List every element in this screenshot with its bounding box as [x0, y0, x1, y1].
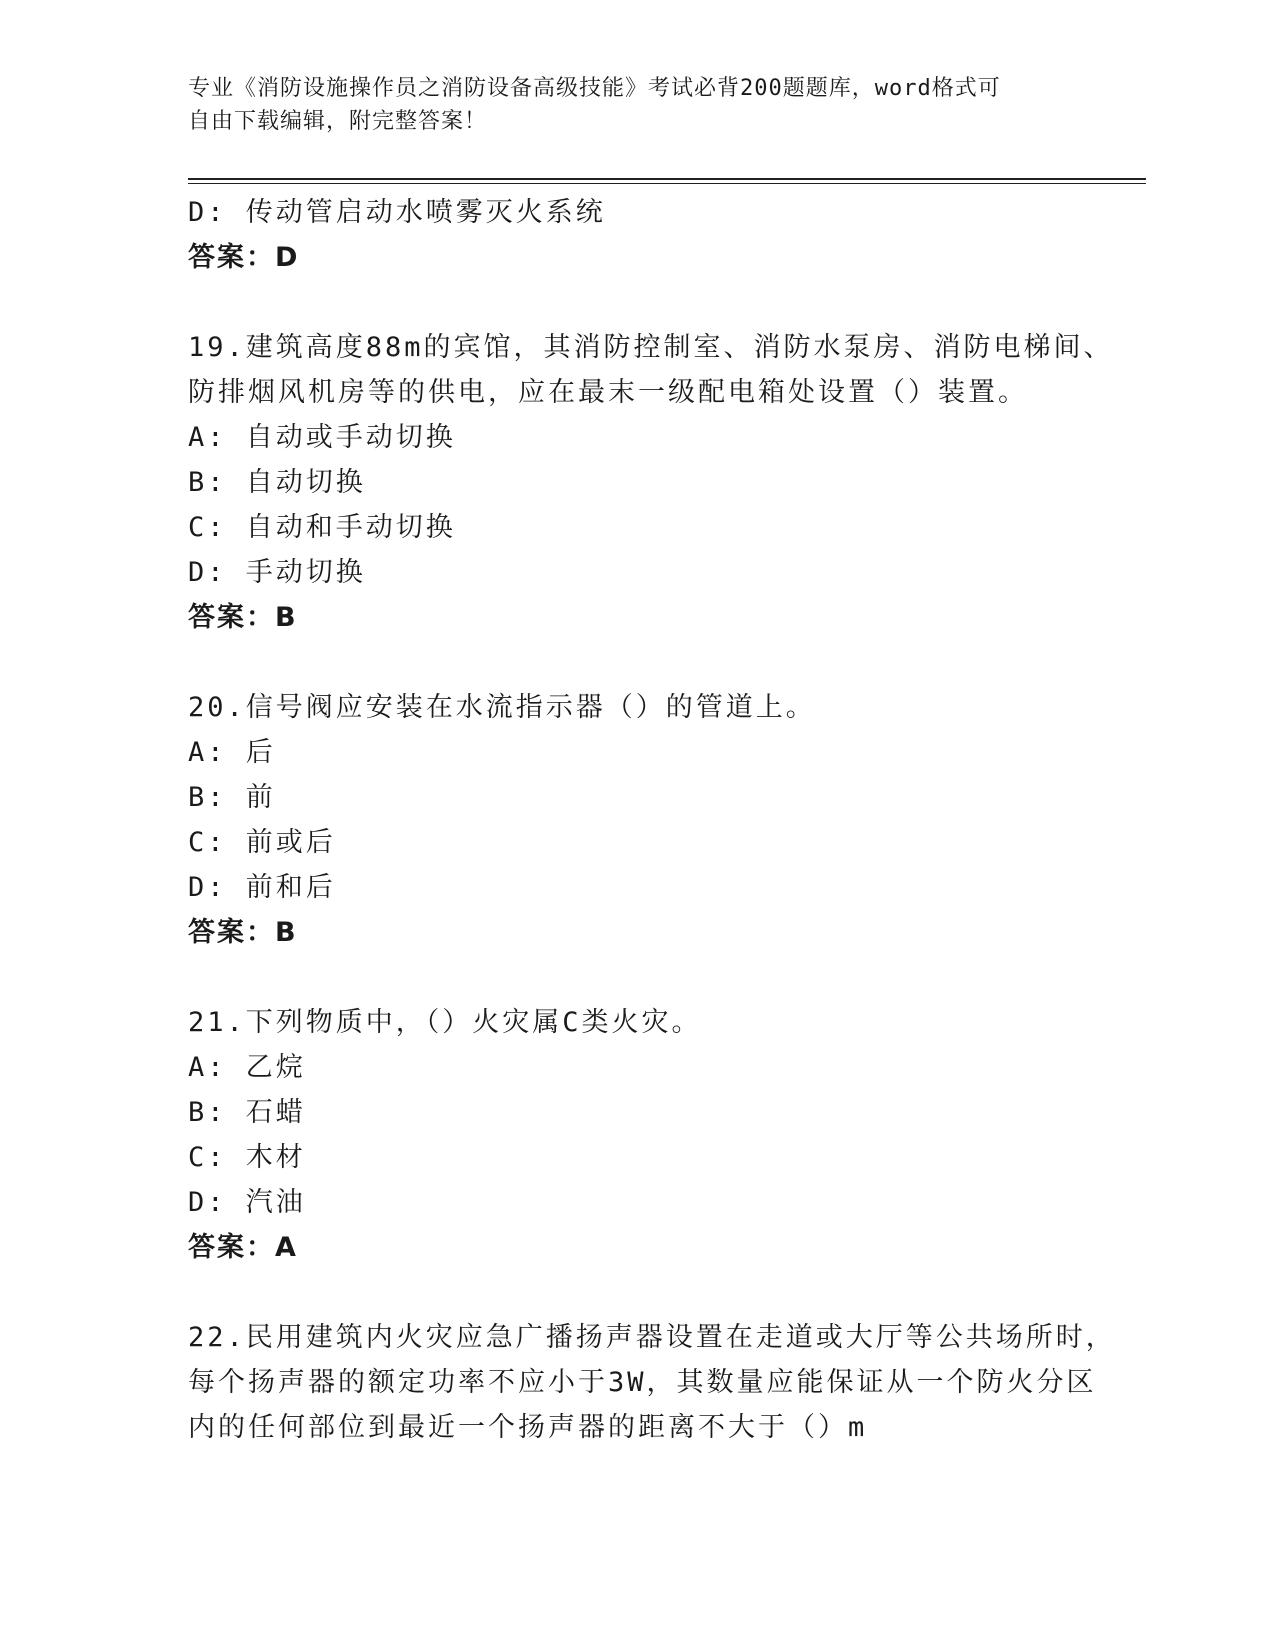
- question-19: [188, 325, 1114, 640]
- header-rule-thin: [188, 183, 1146, 184]
- option-a: A: 乙烷: [188, 1052, 306, 1083]
- answer: 答案：D: [188, 242, 300, 273]
- question-20: [188, 685, 1088, 955]
- option-d: D: 传动管启动水喷雾灭火系统: [188, 197, 606, 228]
- question-text-line: 19.建筑高度88m的宾馆，其消防控制室、消防水泵房、消防电梯间、: [188, 332, 1114, 363]
- question-text-line: 防排烟风机房等的供电，应在最末一级配电箱处设置（）装置。: [188, 377, 1028, 408]
- option-b: B: 前: [188, 782, 276, 813]
- option-c: C: 自动和手动切换: [188, 512, 456, 543]
- answer: 答案：B: [188, 602, 298, 633]
- header-rule-thick: [188, 178, 1146, 180]
- question-text-line: 每个扬声器的额定功率不应小于3W，其数量应能保证从一个防火分区: [188, 1367, 1097, 1398]
- question-22: [188, 1315, 1116, 1450]
- option-c: C: 前或后: [188, 827, 336, 858]
- question-21: [188, 1000, 1088, 1270]
- option-d: D: 前和后: [188, 872, 336, 903]
- document-body: [188, 190, 1116, 1450]
- question-text-line: 20.信号阀应安装在水流指示器（）的管道上。: [188, 692, 816, 723]
- header-line-2: 自由下载编辑，附完整答案！: [188, 109, 488, 134]
- option-b: B: 石蜡: [188, 1097, 306, 1128]
- header-line-1: 专业《消防设施操作员之消防设备高级技能》考试必背200题题库，word格式可: [188, 76, 1001, 101]
- answer: 答案：A: [188, 1232, 298, 1263]
- document-header: [188, 72, 1068, 138]
- question-text-line: 21.下列物质中，（）火灾属C类火灾。: [188, 1007, 702, 1038]
- previous-question-tail: [188, 190, 1088, 280]
- option-b: B: 自动切换: [188, 467, 366, 498]
- option-a: A: 后: [188, 737, 276, 768]
- option-a: A: 自动或手动切换: [188, 422, 456, 453]
- question-text-line: 内的任何部位到最近一个扬声器的距离不大于（）m: [188, 1412, 868, 1443]
- option-d: D: 汽油: [188, 1187, 306, 1218]
- option-d: D: 手动切换: [188, 557, 366, 588]
- question-text-line: 22.民用建筑内火灾应急广播扬声器设置在走道或大厅等公共场所时，: [188, 1322, 1116, 1353]
- answer: 答案：B: [188, 917, 298, 948]
- option-c: C: 木材: [188, 1142, 306, 1173]
